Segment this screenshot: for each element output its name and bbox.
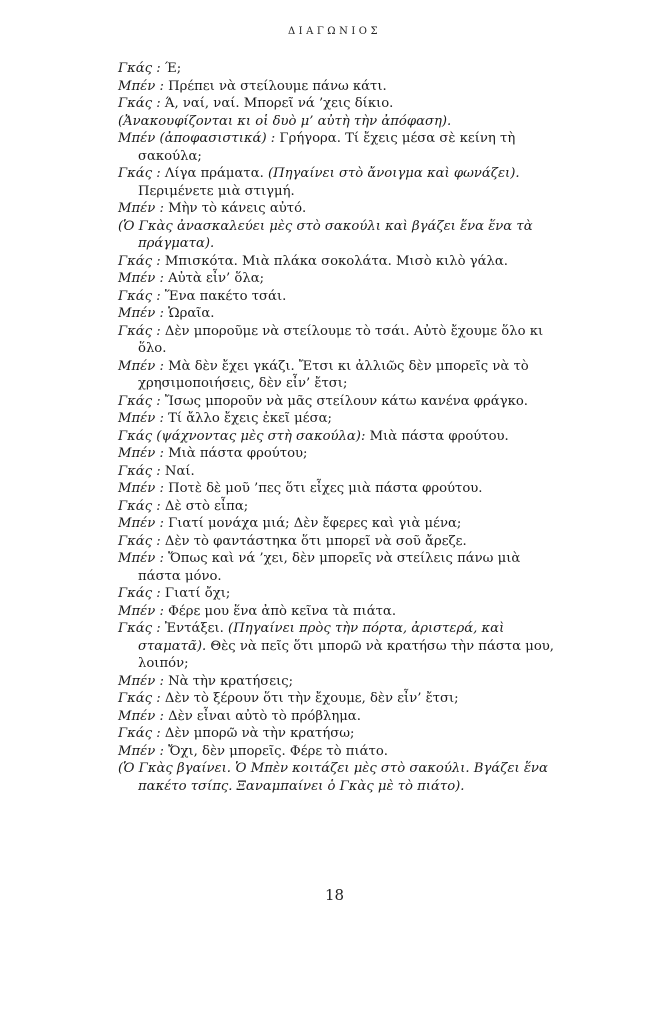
speaker-name: Μπέν :: [118, 446, 164, 461]
dialogue-line: [118, 498, 558, 516]
dialogue-line: [118, 445, 558, 463]
dialogue-text: [118, 60, 558, 795]
speaker-name: Γκάς :: [118, 288, 161, 304]
line-text: Πρέπει νὰ στείλουμε πάνω κάτι.: [163, 78, 387, 94]
line-text: Δὲν εἶναι αὐτὸ τὸ πρόβλημα.: [163, 708, 361, 724]
line-text: Μπισκότα. Μιὰ πλάκα σοκολάτα. Μισὸ κιλὸ γάλα.: [160, 253, 509, 269]
stage-direction-text: (Ἀνακουφίζονται κι οἱ δυὸ μ’ αὐτὴ τὴν ἀπόφαση).: [118, 113, 452, 129]
dialogue-line: [118, 200, 558, 218]
line-text: Ὡραῖα.: [163, 306, 215, 321]
dialogue-line: [118, 288, 558, 306]
stage-direction: [118, 218, 558, 253]
stage-direction: [118, 113, 558, 131]
line-text: Έ;: [160, 61, 182, 76]
speaker-name: Γκάς :: [118, 586, 161, 601]
dialogue-line: [118, 410, 558, 428]
speaker-name: Γκάς :: [118, 323, 161, 339]
speaker-name: Γκάς :: [118, 393, 161, 409]
speaker-name: Γκάς :: [118, 533, 161, 549]
speaker-name: Γκάς :: [118, 691, 161, 706]
dialogue-line: [118, 253, 558, 271]
line-text: Γρήγορα. Τί ἔχεις μέσα σὲ κείνη τὴ σακούλα;: [138, 131, 516, 164]
dialogue-line: [118, 130, 558, 165]
dialogue-line: [118, 515, 558, 533]
speaker-name: Μπέν :: [118, 306, 164, 321]
dialogue-line: [118, 428, 558, 446]
dialogue-line: [118, 393, 558, 411]
stage-direction-text: (Πηγαίνει πρὸς τὴν πόρτα, ἀριστερά, καὶ σταματᾶ).: [138, 621, 505, 654]
dialogue-line: [118, 480, 558, 498]
line-text: Ἐντάξει.: [160, 621, 229, 636]
speaker-name: Μπέν :: [118, 271, 164, 286]
dialogue-line: [118, 603, 558, 621]
dialogue-line: [118, 323, 558, 358]
speaker-name: Μπέν :: [118, 411, 164, 426]
line-text: Μὴν τὸ κάνεις αὐτό.: [163, 201, 307, 216]
line-text: Μὰ δὲν ἔχει γκάζι. Ἔτσι κι ἀλλιῶς δὲν μπορεῖς νὰ τὸ χρησιμοποιήσεις, δὲν εἶν’ ἔτσι;: [138, 358, 529, 391]
dialogue-line: [118, 743, 558, 761]
speaker-name: Γκάς :: [118, 61, 161, 76]
speaker-name: Μπέν (ἀποφασιστικά) :: [118, 131, 276, 146]
speaker-name: Μπέν :: [118, 743, 164, 759]
line-text: Ά, ναί, ναί. Μπορεῖ νά ’χεις δίκιο.: [160, 96, 394, 111]
dialogue-line: [118, 550, 558, 585]
line-text: Θὲς νὰ πεῖς ὅτι μπορῶ νὰ κρατήσω τὴν πάστα μου, λοιπόν;: [138, 638, 554, 671]
line-text: Φέρε μου ἕνα ἀπὸ κεῖνα τὰ πιάτα.: [163, 603, 397, 619]
line-text: Δὲν μποροῦμε νὰ στείλουμε τὸ τσάι. Αὐτὸ ἔχουμε ὅλο κι ὅλο.: [138, 323, 544, 356]
line-text: Νὰ τὴν κρατήσεις;: [163, 673, 294, 689]
line-text: Ὄχι, δὲν μπορεῖς. Φέρε τὸ πιάτο.: [163, 743, 388, 759]
line-text: Μιὰ πάστα φρούτου;: [163, 446, 308, 461]
line-text: Ὅπως καὶ νά ’χει, δὲν μπορεῖς νὰ στείλεις πάνω μιὰ πάστα μόνο.: [138, 551, 521, 584]
line-text: Δὲν μπορῶ νὰ τὴν κρατήσω;: [160, 726, 355, 741]
line-text: Γιατί ὄχι;: [160, 586, 231, 601]
dialogue-line: [118, 358, 558, 393]
speaker-name: Μπέν :: [118, 481, 164, 496]
speaker-name: Γκάς :: [118, 463, 161, 479]
line-text: Ἕνα πακέτο τσάι.: [160, 288, 287, 304]
dialogue-line: [118, 673, 558, 691]
speaker-name: Γκάς (ψάχνοντας μὲς στὴ σακούλα):: [118, 428, 366, 444]
dialogue-line: [118, 533, 558, 551]
dialogue-line: [118, 463, 558, 481]
dialogue-line: [118, 585, 558, 603]
line-text: Γιατί μονάχα μιά; Δὲν ἔφερες καὶ γιὰ μένα;: [163, 516, 462, 531]
speaker-name: Γκάς :: [118, 621, 161, 636]
stage-direction-text: (Πηγαίνει στὸ ἄνοιγμα καὶ φωνάζει).: [268, 166, 520, 181]
dialogue-line: [118, 165, 558, 200]
speaker-name: Γκάς :: [118, 96, 161, 111]
dialogue-line: [118, 270, 558, 288]
line-text: Ποτὲ δὲ μοῦ ’πες ὅτι εἶχες μιὰ πάστα φρούτου.: [163, 481, 483, 496]
page-number: 18: [324, 886, 345, 904]
speaker-name: Γκάς :: [118, 166, 161, 181]
line-text: Τί ἄλλο ἔχεις ἐκεῖ μέσα;: [163, 411, 332, 426]
speaker-name: Γκάς :: [118, 253, 161, 269]
speaker-name: Μπέν :: [118, 358, 164, 374]
line-text: Δὲν τὸ ξέρουν ὅτι τὴν ἔχουμε, δὲν εἶν’ ἔτσι;: [160, 691, 459, 706]
dialogue-line: [118, 60, 558, 78]
dialogue-line: [118, 620, 558, 673]
dialogue-line: [118, 95, 558, 113]
dialogue-line: [118, 725, 558, 743]
speaker-name: Γκάς :: [118, 726, 161, 741]
stage-direction-text: (Ὁ Γκὰς βγαίνει. Ὁ Μπὲν κοιτάζει μὲς στὸ σακούλι. Βγάζει ἕνα πακέτο τσίπς. Ξαναμπαίνει ὁ Γκὰς μὲ τὸ πιάτο).: [118, 761, 548, 794]
speaker-name: Γκάς :: [118, 498, 161, 514]
speaker-name: Μπέν :: [118, 516, 164, 531]
stage-direction: [118, 760, 558, 795]
line-text: Λίγα πράματα.: [160, 166, 268, 181]
speaker-name: Μπέν :: [118, 603, 164, 619]
dialogue-line: [118, 78, 558, 96]
line-text: Ναί.: [160, 463, 195, 479]
speaker-name: Μπέν :: [118, 708, 164, 724]
speaker-name: Μπέν :: [118, 551, 164, 566]
line-text: Δὲ στὸ εἶπα;: [160, 498, 249, 514]
line-text: Αὐτὰ εἶν’ ὅλα;: [163, 271, 265, 286]
line-text: Ἴσως μποροῦν νὰ μᾶς στείλουν κάτω κανένα φράγκο.: [160, 393, 528, 409]
stage-direction-text: (Ὁ Γκὰς ἀνασκαλεύει μὲς στὸ σακούλι καὶ βγάζει ἕνα ἕνα τὰ πράγματα).: [118, 218, 533, 251]
line-text: Δὲν τὸ φαντάστηκα ὅτι μπορεῖ νὰ σοῦ ἄρεζε.: [160, 533, 467, 549]
dialogue-line: [118, 690, 558, 708]
speaker-name: Μπέν :: [118, 201, 164, 216]
dialogue-line: [118, 305, 558, 323]
running-header: ΔΙΑΓΩΝΙΟΣ: [287, 26, 382, 37]
line-text: Μιὰ πάστα φρούτου.: [365, 428, 509, 444]
dialogue-line: [118, 708, 558, 726]
speaker-name: Μπέν :: [118, 673, 164, 689]
line-text: Περιμένετε μιὰ στιγμή.: [138, 183, 295, 199]
speaker-name: Μπέν :: [118, 78, 164, 94]
